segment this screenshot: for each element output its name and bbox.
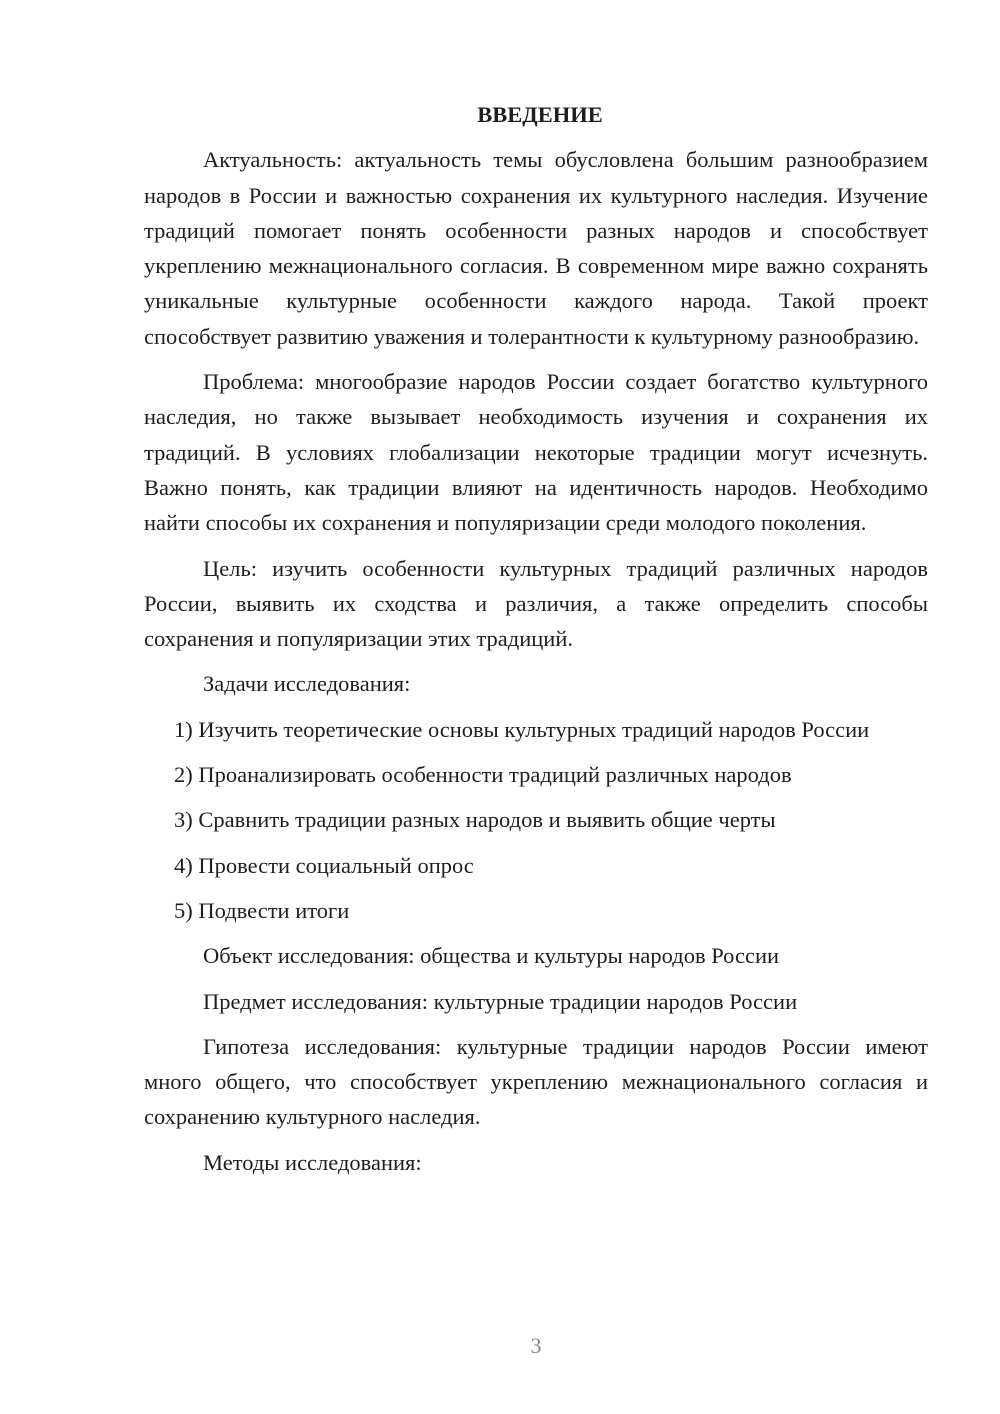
page-number: 3 — [530, 1333, 542, 1358]
tasks-list — [144, 712, 928, 928]
paragraph-goal: Цель: изучить особенности культурных традиций различных народов России, выявить их сходства и различия, а также определить способы сохранения и популяризации этих традиций. — [144, 555, 928, 652]
paragraph-object: Объект исследования: общества и культуры народов России — [203, 943, 780, 969]
list-item: 1) Изучить теоретические основы культурных традиций народов России — [174, 716, 870, 742]
paragraph-methods: Методы исследования: — [203, 1149, 422, 1175]
paragraph-problem: Проблема: многообразие народов России создает богатство культурного наследия, но также вызывает необходимость изучения и сохранения их традиций. В условиях глобализации некоторые традиции могут исчезнуть. Важно понять, как традиции влияют на идентичность народов. Необходимо найти способы их сохранения и популяризации среди молодого поколения. — [144, 369, 928, 536]
list-item: 5) Подвести итоги — [174, 897, 350, 923]
paragraph-subject: Предмет исследования: культурные традиции народов России — [203, 988, 798, 1014]
list-item: 4) Провести социальный опрос — [174, 852, 474, 878]
list-item: 2) Проанализировать особенности традиций различных народов — [174, 762, 792, 788]
section-title: ВВЕДЕНИЕ — [477, 102, 603, 127]
paragraph-hypothesis: Гипотеза исследования: культурные традиции народов России имеют много общего, что способствует укреплению межнационального согласия и сохранению культурного наследия. — [144, 1033, 928, 1130]
tasks-heading: Задачи исследования: — [203, 671, 411, 697]
list-item: 3) Сравнить традиции разных народов и выявить общие черты — [174, 807, 776, 833]
paragraph-relevance: Актуальность: актуальность темы обусловлена большим разнообразием народов в России и важностью сохранения их культурного наследия. Изучение традиций помогает понять особенности разных народов и способствует укреплению межнационального согласия. В современном мире важно сохранять уникальные культурные особенности каждого народа. Такой проект способствует развитию уважения и толерантности к культурному разнообразию. — [144, 147, 928, 349]
page-content — [144, 97, 928, 1190]
